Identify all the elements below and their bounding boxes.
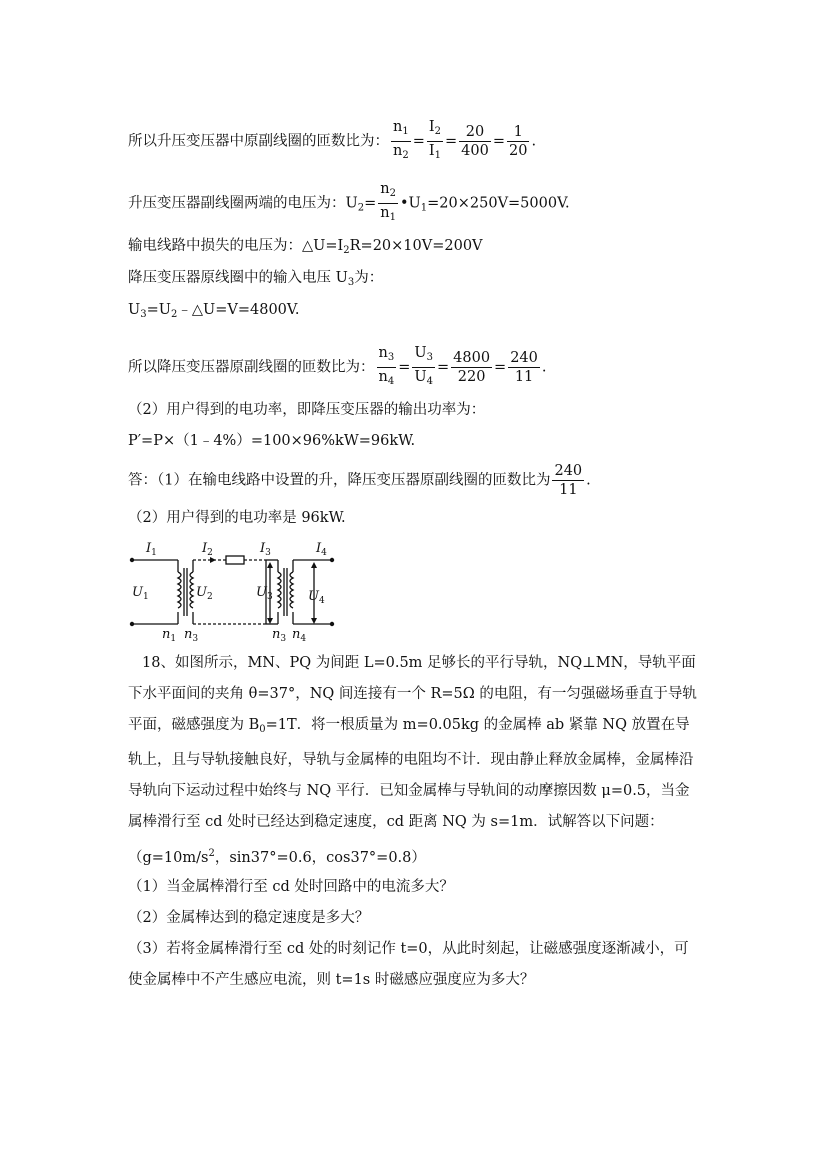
equals: = <box>492 133 505 150</box>
line-text: 所以降压变压器原副线圈的匝数比为： <box>128 359 375 376</box>
answer-1: 答：（1）在输电线路中设置的升，降压变压器原副线圈的匝数比为 $\frac{240}{11}$ . <box>128 463 591 498</box>
problem-18-statement: 18、如图所示，MN、PQ 为间距 L=0.5m 足够长的平行导轨，NQ⊥MN，导轨平面下水平面间的夹角 θ=37°，NQ 间连接有一个 R=5Ω 的电阻，有一匀强磁场垂直于导轨平面，磁感强度为 $B_0=1T$．将一根质量为 m=0.05kg 的金属棒 ab 紧靠 NQ 放置在导轨上，且与导轨接触良好，导轨与金属棒的电阻均不计．现由静止释放金属棒，金属棒沿导轨向下运动过程中始终与 NQ 平行．已知金属棒与导轨间的动摩擦因数 μ=0.5，当金属棒滑行至 cd 处时已经达到稳定速度，cd 距离 NQ 为 s=1m．试解答以下问题：（$g=10m/s^2$，sin37°=0.6，cos37°=0.8） <box>128 655 697 866</box>
label-u4: $U_4$ <box>308 589 325 606</box>
label-n1: $n_1$ <box>162 627 177 642</box>
label-n3b: $n_3$ <box>272 627 287 642</box>
equals: = <box>444 133 458 150</box>
label-u1: $U_1$ <box>132 585 149 602</box>
step-input-voltage-heading: 降压变压器原线圈中的输入电压 $U_3$为： <box>128 270 384 288</box>
fraction-n1-n2: $\frac{n_1}{n_2}$ <box>393 119 409 161</box>
label-i1: $I_1$ <box>146 541 157 558</box>
fraction-1-20: $\frac{1}{20}$ <box>508 124 528 159</box>
label-u3: $U_3$ <box>256 585 273 602</box>
step-turns-ratio-step-down: 所以降压变压器原副线圈的匝数比为： $\frac{n_3}{n_4}$ = $\frac{U_3}{U_4}$ = $\frac{4800}{220}$ = $\frac{240}{11}$ . <box>128 344 547 391</box>
fraction-20-400: $\frac{20}{400}$ <box>461 124 489 159</box>
fraction-240-11: $\frac{240}{11}$ <box>554 463 583 498</box>
step-voltage-loss: 输电线路中损失的电压为：$\triangle U=I_2R=20\times 10V=200V$ <box>128 238 483 256</box>
step-user-power-heading: （2）用户得到的电功率，即降压变压器的输出功率为： <box>128 402 486 418</box>
answer-2: （2）用户得到的电功率是 96kW. <box>128 510 346 526</box>
fraction-u3-u4: $\frac{U_3}{U_4}$ <box>414 345 433 387</box>
step-user-power: P′=P×（1﹣4%）=100×96%kW=96kW. <box>128 433 416 449</box>
period: . <box>531 133 537 150</box>
line-text: 所以升压变压器中原副线圈的匝数比为： <box>128 133 389 150</box>
label-i4: $I_4$ <box>316 541 327 558</box>
label-n4: $n_4$ <box>292 627 307 642</box>
question-3: （3）若将金属棒滑行至 cd 处的时刻记作 t=0，从此时刻起，让磁感强度逐渐减小，可使金属棒中不产生感应电流，则 t=1s 时磁感应强度应为多大？ <box>128 941 689 988</box>
question-2: （2）金属棒达到的稳定速度是多大？ <box>128 910 370 926</box>
fraction-n2-n1: $\frac{n_2}{n_1}$ <box>380 181 396 223</box>
fraction-i2-i1: $\frac{I_2}{I_1}$ <box>428 119 441 161</box>
line-text: 升压变压器副线圈两端的电压为：U <box>128 195 358 212</box>
fraction-240-11: $\frac{240}{11}$ <box>510 350 538 385</box>
step-secondary-voltage: 升压变压器副线圈两端的电压为：$U_2=$ $\frac{n_2}{n_1}$ $•U_1=20\times 250V=5000V$. <box>128 180 570 227</box>
question-1: （1）当金属棒滑行至 cd 处时回路中的电流多大？ <box>128 879 454 895</box>
transformer-circuit-diagram <box>126 538 346 642</box>
label-u2: $U_2$ <box>196 585 213 602</box>
equals: = <box>412 133 425 150</box>
fraction-4800-220: $\frac{4800}{220}$ <box>453 350 491 385</box>
label-i2: $I_2$ <box>202 541 213 558</box>
fraction-n3-n4: $\frac{n_3}{n_4}$ <box>378 345 395 387</box>
label-n3a: $n_3$ <box>184 627 199 642</box>
label-i3: $I_3$ <box>260 541 271 558</box>
step-input-voltage: $U_3=U_2﹣\triangle U=V=4800V$. <box>128 302 300 320</box>
step-turns-ratio-step-up <box>128 118 536 165</box>
